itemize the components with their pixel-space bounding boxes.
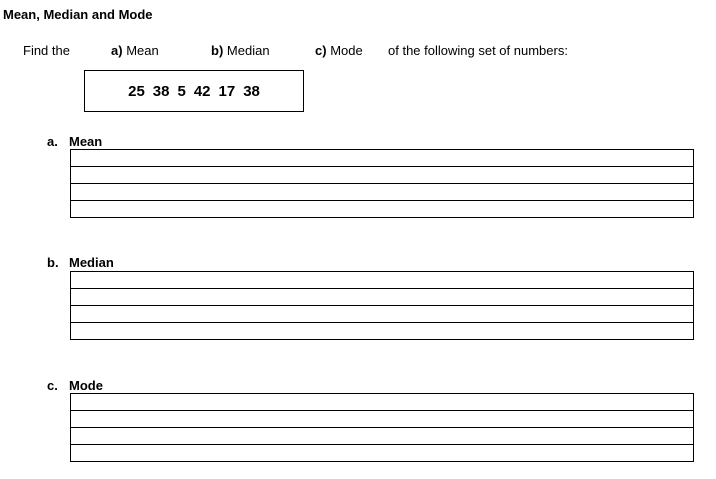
instruction-find-the: Find the bbox=[23, 43, 70, 58]
part-b-letter: b) bbox=[211, 43, 224, 58]
part-b-word: Median bbox=[226, 43, 270, 58]
part-c-word: Mode bbox=[330, 43, 363, 58]
section-title: Median bbox=[69, 255, 114, 270]
numbers-box bbox=[84, 70, 304, 112]
answer-line[interactable] bbox=[71, 272, 694, 289]
answer-line[interactable] bbox=[71, 201, 694, 218]
answer-line[interactable] bbox=[71, 394, 694, 411]
answer-line[interactable] bbox=[71, 289, 694, 306]
part-a-word: Mean bbox=[126, 43, 159, 58]
section-label-mean bbox=[47, 134, 102, 149]
number-item: 25 bbox=[128, 82, 145, 100]
answer-line[interactable] bbox=[71, 323, 694, 340]
section-title: Mean bbox=[69, 134, 103, 149]
answer-line[interactable] bbox=[71, 445, 694, 462]
section-letter: b. bbox=[47, 255, 59, 270]
answer-line[interactable] bbox=[71, 184, 694, 201]
answer-line[interactable] bbox=[71, 428, 694, 445]
section-letter: a. bbox=[47, 134, 58, 149]
instruction-tail: of the following set of numbers: bbox=[388, 43, 568, 58]
answer-box-median bbox=[70, 271, 694, 340]
instruction-part-a bbox=[111, 43, 159, 58]
section-letter: c. bbox=[47, 378, 58, 393]
answer-line[interactable] bbox=[71, 306, 694, 323]
part-a-letter: a) bbox=[111, 43, 123, 58]
section-title: Mode bbox=[69, 378, 103, 393]
instruction-row bbox=[0, 43, 716, 61]
instruction-part-c bbox=[315, 43, 363, 58]
number-item: 38 bbox=[152, 82, 170, 100]
answer-box-mode bbox=[70, 393, 694, 462]
answer-line[interactable] bbox=[71, 411, 694, 428]
number-item: 17 bbox=[218, 82, 236, 100]
number-item: 5 bbox=[177, 82, 186, 100]
page-title: Mean, Median and Mode bbox=[3, 7, 153, 22]
answer-line[interactable] bbox=[71, 150, 694, 167]
section-label-median bbox=[47, 255, 114, 270]
section-label-mode bbox=[47, 378, 103, 393]
number-item: 42 bbox=[193, 82, 211, 100]
instruction-part-b bbox=[211, 43, 270, 58]
answer-box-mean bbox=[70, 149, 694, 218]
answer-line[interactable] bbox=[71, 167, 694, 184]
part-c-letter: c) bbox=[315, 43, 327, 58]
number-item: 38 bbox=[243, 82, 260, 100]
